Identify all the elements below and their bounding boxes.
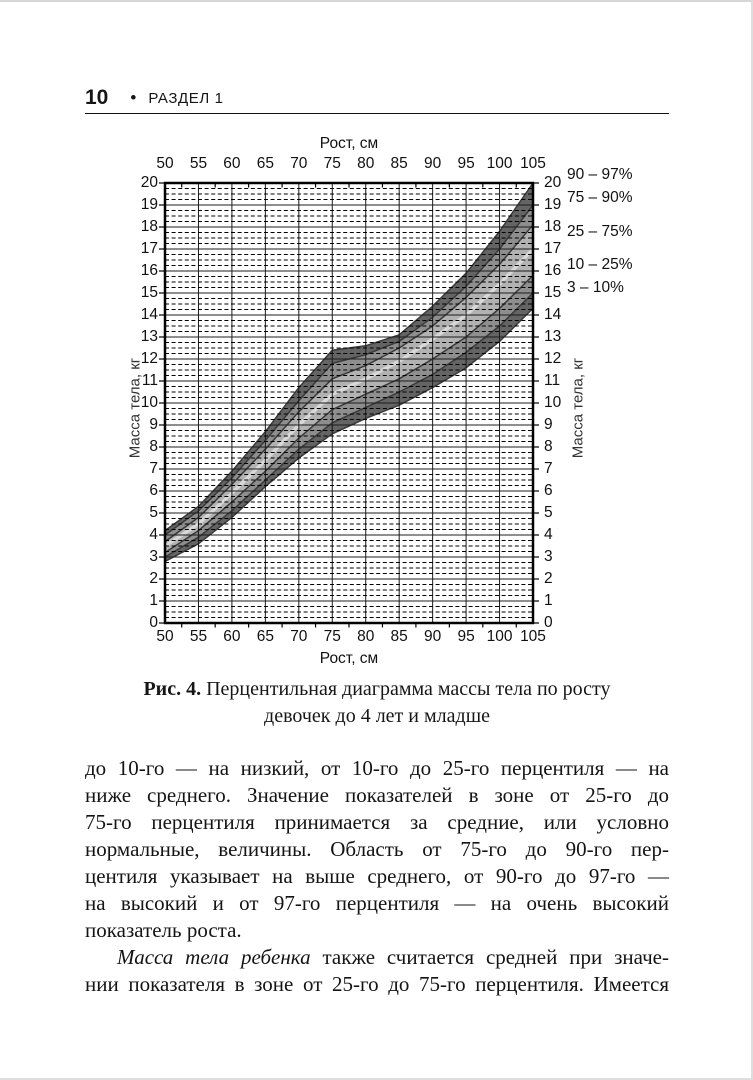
y-tick-label-right: 3 (544, 548, 553, 565)
y-tick-label-left: 15 (140, 284, 158, 301)
body-text-line: центиля указывает на выше среднего, от 90-го до 97-го — (85, 864, 669, 888)
y-tick-label-left: 8 (149, 438, 158, 455)
growth-chart (120, 132, 660, 680)
y-tick-label-right: 7 (544, 460, 553, 477)
x-tick-label-top: 100 (486, 155, 513, 172)
x-tick-label-bottom: 50 (156, 628, 174, 645)
y-tick-label-right: 9 (544, 416, 553, 433)
y-tick-label-right: 2 (544, 570, 553, 587)
y-tick-label-right: 11 (544, 372, 561, 389)
x-tick-label-top: 90 (424, 155, 442, 172)
y-tick-label-right: 5 (544, 504, 553, 521)
y-tick-label-left: 2 (149, 570, 158, 587)
y-tick-label-left: 7 (149, 460, 158, 477)
y-tick-label-left: 18 (140, 218, 158, 235)
x-tick-label-top: 60 (223, 155, 241, 172)
x-tick-label-bottom: 70 (290, 628, 308, 645)
y-tick-label-left: 16 (140, 262, 158, 279)
y-tick-label-right: 6 (544, 482, 553, 499)
y-tick-label-right: 13 (544, 328, 562, 345)
figure-caption-label: Рис. 4. (143, 678, 202, 700)
x-tick-label-top: 70 (290, 155, 308, 172)
legend-item: 25 – 75% (567, 223, 633, 240)
y-tick-label-right: 20 (544, 174, 562, 191)
y-tick-label-right: 18 (544, 218, 562, 235)
x-tick-label-top: 65 (256, 155, 274, 172)
x-tick-label-bottom: 55 (189, 628, 208, 645)
y-tick-label-right: 1 (544, 592, 553, 609)
body-text-line: на высокий и от 97-го перцентиля — на очень высокий (85, 891, 669, 915)
italic-lead: Масса тела ребенка (117, 945, 311, 969)
body-text-line: Масса тела ребенка также считается средней при значе- (117, 945, 669, 969)
y-tick-label-right: 14 (544, 306, 562, 323)
section-title: РАЗДЕЛ 1 (148, 89, 224, 107)
legend-item: 10 – 25% (567, 256, 633, 273)
y-tick-label-left: 3 (149, 548, 158, 565)
x-tick-label-bottom: 75 (323, 628, 341, 645)
figure-caption-line1 (85, 676, 669, 703)
y-tick-label-left: 10 (140, 394, 158, 411)
y-tick-label-right: 17 (544, 240, 562, 257)
x-axis-title-top: Рост, см (319, 135, 379, 152)
y-tick-label-right: 16 (544, 262, 562, 279)
x-tick-label-top: 105 (520, 155, 546, 172)
y-tick-label-left: 12 (140, 350, 158, 367)
legend-item: 90 – 97% (567, 166, 633, 183)
body-text-line: нии показателя в зоне от 25-го до 75-го перцентиля. Имеется (85, 972, 669, 996)
y-axis-title-left: Масса тела, кг (126, 357, 144, 459)
plot-area (157, 175, 541, 631)
body-text-line: до 10-го — на низкий, от 10-го до 25-го перцентиля — на (85, 756, 669, 780)
x-tick-label-bottom: 60 (223, 628, 241, 645)
y-tick-label-left: 19 (140, 196, 158, 213)
figure-caption-text: Перцентильная диаграмма массы тела по росту (201, 678, 611, 700)
y-tick-label-left: 9 (149, 416, 158, 433)
x-tick-label-bottom: 80 (357, 628, 375, 645)
y-axis-title-right: Масса тела, кг (569, 357, 587, 459)
bullet-icon: • (130, 88, 137, 107)
y-tick-label-right: 12 (544, 350, 562, 367)
gridlines (165, 183, 533, 623)
y-tick-label-left: 6 (149, 482, 158, 499)
legend-item: 75 – 90% (567, 189, 633, 206)
y-tick-label-right: 4 (544, 526, 553, 543)
y-tick-label-right: 0 (544, 614, 553, 631)
legend-item: 3 – 10% (567, 279, 624, 296)
x-tick-label-top: 80 (357, 155, 375, 172)
page-number: 10 (85, 86, 109, 109)
x-tick-label-bottom: 105 (520, 628, 546, 645)
x-tick-label-bottom: 65 (256, 628, 274, 645)
y-tick-label-right: 10 (544, 394, 562, 411)
x-tick-label-top: 85 (390, 155, 408, 172)
y-tick-label-right: 15 (544, 284, 562, 301)
body-text-line: нормальные, величины. Область от 75-го до 90-го пер- (85, 837, 669, 861)
header-rule (85, 113, 669, 114)
body-text-line: 75-го перцентиля принимается за средние, или условно (85, 810, 669, 834)
y-tick-label-left: 1 (149, 592, 158, 609)
page-header (85, 86, 669, 112)
x-tick-label-bottom: 95 (457, 628, 475, 645)
y-tick-label-left: 13 (140, 328, 158, 345)
y-tick-label-left: 14 (140, 306, 158, 323)
x-tick-label-bottom: 90 (424, 628, 442, 645)
y-tick-label-left: 5 (149, 504, 158, 521)
body-text-line: ниже среднего. Значение показателей в зоне от 25-го до (85, 783, 669, 807)
x-tick-label-top: 55 (189, 155, 208, 172)
figure-caption-line2: девочек до 4 лет и младше (264, 705, 490, 727)
y-tick-label-right: 19 (544, 196, 562, 213)
y-tick-label-left: 0 (149, 614, 158, 631)
x-tick-label-bottom: 85 (390, 628, 408, 645)
x-tick-label-top: 75 (323, 155, 341, 172)
x-tick-label-top: 95 (457, 155, 475, 172)
body-text-line: показатель роста. (85, 918, 242, 942)
y-tick-label-left: 17 (140, 240, 158, 257)
x-axis-title-bottom: Рост, см (319, 650, 379, 667)
y-tick-label-left: 20 (140, 174, 158, 191)
figure-caption (85, 676, 669, 730)
y-tick-label-left: 11 (141, 372, 158, 389)
y-tick-label-right: 8 (544, 438, 553, 455)
x-tick-label-bottom: 100 (486, 628, 513, 645)
y-tick-label-left: 4 (149, 526, 158, 543)
x-tick-label-top: 50 (156, 155, 174, 172)
body-text (85, 755, 669, 998)
